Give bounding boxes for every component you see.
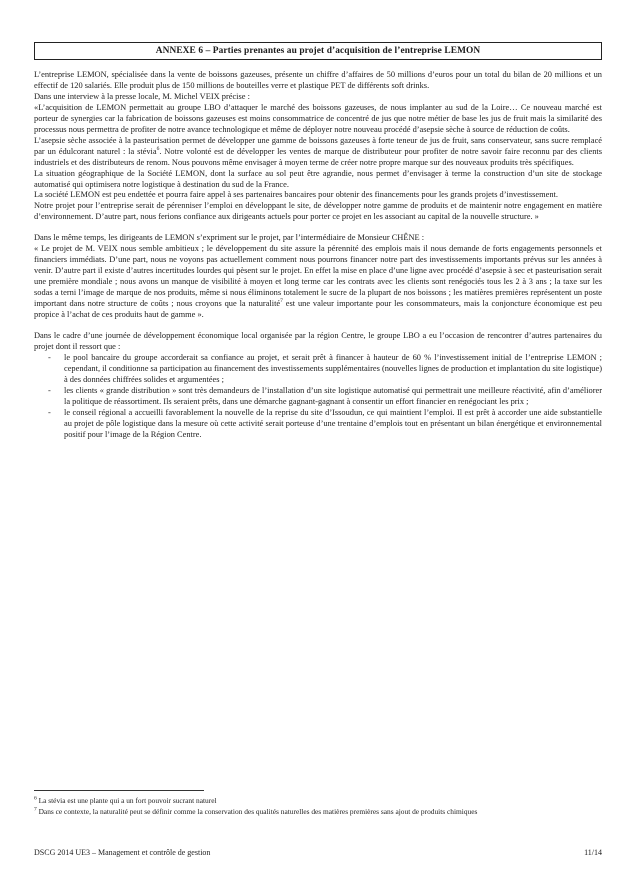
chene-quote [34,244,602,321]
footnotes [34,796,602,818]
footnote-number: 7 [34,806,37,813]
veix-p2-text-b: . Notre volonté est de développer les ventes de marque de distributeur pour profiter de notre savoir faire reconnu par des clients industriels et des distributeurs de renom. Nous pouvons même envisager à moyen terme de créer notre propre marque sur des nouveaux produits très spécifiques. [34,146,602,167]
chene-text-b: est une valeur importante pour les consommateurs, mais la conjoncture économique est peu propice à l’achat de ces produits haut de gamme ». [34,299,602,320]
exam-reference: DSCG 2014 UE3 – Management et contrôle de gestion [34,848,211,857]
footnote-divider [34,790,204,791]
footnote-ref-7: 7 [280,298,283,305]
annex-body [34,70,602,441]
annex-title: ANNEXE 6 – Parties prenantes au projet d’acquisition de l’entreprise LEMON [34,42,602,60]
partners-list [34,353,602,441]
chene-intro: Dans le même temps, les dirigeants de LEMON s’expriment sur le projet, par l’intermédiaire de Monsieur CHÊNE : [34,233,425,243]
centre-intro: Dans le cadre d’une journée de développement économique local organisée par la région Centre, le groupe LBO a eu l’occasion de rencontrer d’autres partenaires du projet dont il ressort que : [34,330,602,351]
veix-quote-paragraph-5: Notre projet pour l’entreprise serait de pérenniser l’emploi en développant le site, de développer notre gamme de produits et de maintenir notre engagement en matière d’environnement. D’autre part, nous ferions confiance aux dirigeants actuels pour porter ce projet en les associant au capital de la nouvelle structure. » [34,201,602,222]
veix-quote-paragraph-1: «L’acquisition de LEMON permettait au groupe LBO d’attaquer le marché des boissons gazeuses, de nous implanter au sud de la Loire… Ce nouveau marché est porteur de synergies car la fabrication de boissons gazeuses est moins consommatrice de concentré de jus que notre métier de base les jus de fruit mais la similarité des processus nous permettra de profiter de notre avance technologique et même de déployer notre nouveau procédé d’asepsie sèche à source de réduction de coûts. [34,102,602,134]
chene-text-a: « Le projet de M. VEIX nous semble ambitieux ; le développement du site assure la pérennité des emplois mais il nous demande de forts engagements personnels et financiers immédiats. D’une part, nous ne voyons pas actuellement comment nous pourrons financer notre part des investissements importants prévus sur les années à venir. D’autre part il existe d’autres incertitudes lourdes qui pèsent sur le projet. En effet la mise en place d’une ligne avec procédé d’asepsie à sec et pasteurisation serait une première mondiale ; nous avons un manque de visibilité à moyen et long terme car les contrats avec les clients sont renégociés tous les 2 à 3 ans ; la taxe sur les sodas a terni l’image de marque de nos produits, même si nous éliminons totalement le sucre de la plupart de nos boissons ; les matières premières représentent un poste important dans notre structure de coûts ; nous croyons que la naturalité [34,244,602,309]
footnote-text: Dans ce contexte, la naturalité peut se définir comme la conservation des qualités naturelles des matières premières sans ajout de produits chimiques [36,807,478,817]
list-item: - le pool bancaire du groupe accorderait sa confiance au projet, et serait prêt à financer à hauteur de 60 % l’investissement initial de l’entreprise LEMON ; cependant, il conditionne sa participation au financement des investissements supplémentaires (nouvelles lignes de production et implantation du site logistique) à des données chiffrées solides et argumentées ; [34,353,602,386]
intro-paragraph: L’entreprise LEMON, spécialisée dans la vente de boissons gazeuses, présente un chiffre d’affaires de 50 millions d’euros pour un total du bilan de 20 millions et un effectif de 120 salariés. Elle produit plus de 150 millions de bouteilles verre et plastique PET de différents soft drinks. [34,70,602,90]
interview-intro: Dans une interview à la presse locale, M. Michel VEIX précise : [34,91,250,101]
page-number: 11/14 [584,848,602,857]
veix-quote-paragraph-4: La société LEMON est peu endettée et pourra faire appel à ses partenaires bancaires pour obtenir des financements pour les grands projets d’investissement. [34,190,558,200]
veix-quote-paragraph-3: La situation géographique de la Société LEMON, dont la surface au sol peut être agrandie, nous permet d’envisager à terme la construction d’un site de stockage automatisé qui optimisera notre logistique à destination du sud de la France. [34,168,602,189]
list-item: - le conseil régional a accueilli favorablement la nouvelle de la reprise du site d’Issoudun, ce qui maintient l’emploi. Il est prêt à accorder une aide substantielle au projet de pôle logistique dans la mesure où cette activité serait porteuse d’une trentaine d’emplois tout en présentant un bilan énergétique et environnemental positif pour l’image de la Région Centre. [34,408,602,441]
footnote-6 [34,796,602,805]
footnote-number: 6 [34,795,37,802]
list-item: - les clients « grande distribution » sont très demandeurs de l’installation d’un site logistique automatisé qui permettrait une meilleure réactivité, afin d’améliorer la politique de réassortiment. Ils seraient prêts, dans une démarche gagnant-gagnant à consentir un effort financier en renégociant les prix ; [34,386,602,408]
veix-quote-paragraph-2 [34,136,602,169]
footnote-text: La stévia est une plante qui a un fort pouvoir sucrant naturel [36,796,217,805]
footnote-ref-6: 6 [156,145,160,152]
page-footer [34,848,602,860]
footnote-7 [34,807,602,816]
veix-p2-text-a: L’asepsie sèche associée à la pasteurisation permet de développer une gamme de boissons gazeuses à forte teneur de jus de fruit, sans conservateur, sans sucre remplacé par un édulcorant naturel : la stévia [34,135,602,156]
